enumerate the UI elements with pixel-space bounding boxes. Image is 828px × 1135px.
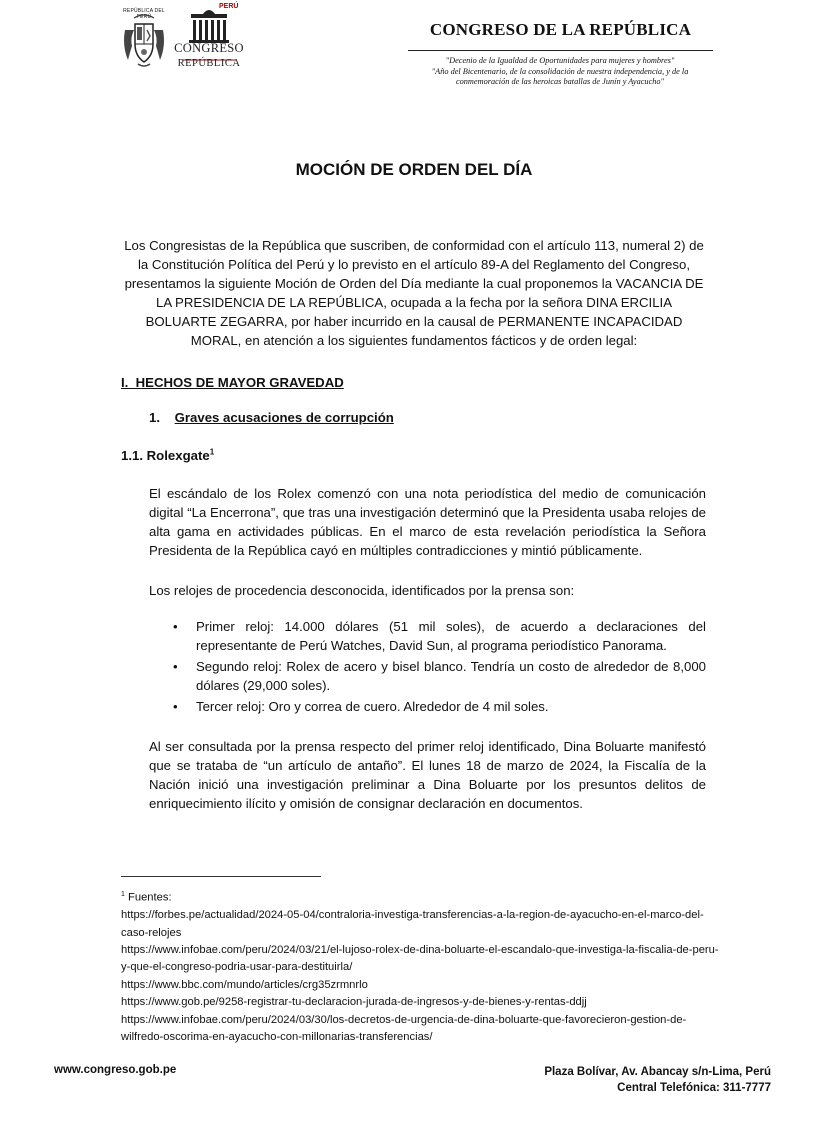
list-item [149, 657, 706, 695]
bullet-icon: • [173, 699, 178, 714]
list-item [149, 697, 706, 716]
decenio-text [395, 56, 725, 88]
bullet-icon: • [173, 619, 178, 634]
document-title: MOCIÓN DE ORDEN DEL DÍA [295, 160, 533, 179]
footnote-reference[interactable]: 1 [209, 447, 215, 457]
section-heading: I. HECHOS DE MAYOR GRAVEDAD [121, 375, 344, 390]
subsection-heading [149, 408, 394, 427]
list-item-text: Tercer reloj: Oro y correa de cuero. Alrededor de 4 mil soles. [196, 699, 549, 714]
footnote-divider [121, 876, 321, 877]
coat-of-arms-icon [118, 8, 170, 70]
subsubsection-heading [121, 446, 214, 465]
list-item-text: Primer reloj: 14.000 dólares (51 mil soles), de acuerdo a declaraciones del representante de Perú Watches, David Sun, al programa periodístico Panorama. [196, 619, 706, 653]
institution-title: CONGRESO DE LA REPÚBLICA [429, 20, 692, 39]
footer-phone: Central Telefónica: 311-7777 [617, 1082, 771, 1094]
footer-contact [544, 1064, 771, 1096]
footnote-link[interactable]: https://www.infobae.com/peru/2024/03/21/el-lujoso-rolex-de-dina-boluarte-el-escandalo-que-investiga-la-fiscalia-de-peru-y-que-el-congreso-podria-usar-para-destituirla/ [121, 943, 719, 974]
footnote-marker: 1 [121, 891, 125, 898]
paragraph: Los relojes de procedencia desconocida, identificados por la prensa son: [149, 583, 575, 598]
watch-list [149, 617, 706, 718]
list-item-text: Segundo reloj: Rolex de acero y bisel blanco. Tendría un costo de alrededor de 8,000 dólares (29,000 soles). [196, 659, 706, 693]
paragraph: Al ser consultada por la prensa respecto del primer reloj identificado, Dina Boluarte manifestó que se trataba de “un artículo de antaño”. El lunes 18 de marzo de 2024, la Fiscalía de la Nación inició una investigación preliminar a Dina Boluarte por los presuntos delitos de enriquecimiento ilícito y omisión de consignar declaración en documentos. [149, 739, 706, 811]
header-divider [408, 50, 713, 51]
paragraph: El escándalo de los Rolex comenzó con una nota periodística del medio de comunicación digital “La Encerrona”, que tras una investigación determinó que la Presidenta usaba relojes de alta gama en actividades públicas. En el marco de esta revelación periodística la Señora Presidenta de la República cayó en múltiples contradicciones y mintió públicamente. [149, 486, 706, 558]
coat-of-arms-caption: REPÚBLICA DEL PERÚ [123, 8, 165, 20]
list-item [149, 617, 706, 655]
logo-name-line2: REPÚBLICA [177, 58, 241, 69]
footnote-label [121, 886, 721, 907]
decenio-line: "Año del Bicentenario, de la consolidación de nuestra independencia, y de la [431, 66, 689, 76]
footnote-link[interactable]: https://forbes.pe/actualidad/2024-05-04/contraloria-investiga-transferencias-a-la-region-de-ayacucho-en-el-marco-del-caso-relojes [121, 909, 704, 939]
footnotes [121, 886, 721, 1046]
footer-address: Plaza Bolívar, Av. Abancay s/n-Lima, Perú [544, 1066, 771, 1078]
subsection-number: 1. [149, 410, 160, 425]
decenio-line: "Decenio de la Igualdad de Oportunidades para mujeres y hombres" [445, 56, 675, 65]
logo-country-label: PERÚ [219, 3, 239, 10]
footnote-link[interactable]: https://www.gob.pe/9258-registrar-tu-declaracion-jurada-de-ingresos-y-de-bienes-y-rentas-ddjj [121, 996, 587, 1009]
subsubsection-title: 1.1. Rolexgate [121, 448, 210, 463]
intro-paragraph: Los Congresistas de la República que suscriben, de conformidad con el artículo 113, numeral 2) de la Constitución Política del Perú y lo previsto en el artículo 89-A del Reglamento del Congreso, presentamos la siguiente Moción de Orden del Día mediante la cual proponemos la VACANCIA DE LA PRESIDENCIA DE LA REPÚBLICA, ocupada a la fecha por la señora DINA ERCILIA BOLUARTE ZEGARRA, por haber incurrido en la causal de PERMANENTE INCAPACIDAD MORAL, en atención a los siguientes fundamentos fácticos y de orden legal: [124, 238, 704, 348]
decenio-line: conmemoración de las heroicas batallas de Junín y Ayacucho" [455, 77, 665, 86]
logo-name-line1: CONGRESO [174, 41, 244, 55]
footnote-link[interactable]: https://www.bbc.com/mundo/articles/crg35zrmnrlo [121, 978, 368, 991]
bullet-icon: • [173, 659, 178, 674]
footnote-link[interactable]: https://www.infobae.com/peru/2024/03/30/los-decretos-de-urgencia-de-dina-boluarte-que-favorecieron-gestion-de-wilfredo-oscorima-en-ayacucho-con-millonarias-transferencias/ [121, 1013, 687, 1043]
footnote-label-text: Fuentes: [128, 891, 172, 904]
footer-website[interactable]: www.congreso.gob.pe [54, 1064, 177, 1076]
subsection-title: Graves acusaciones de corrupción [174, 410, 394, 425]
